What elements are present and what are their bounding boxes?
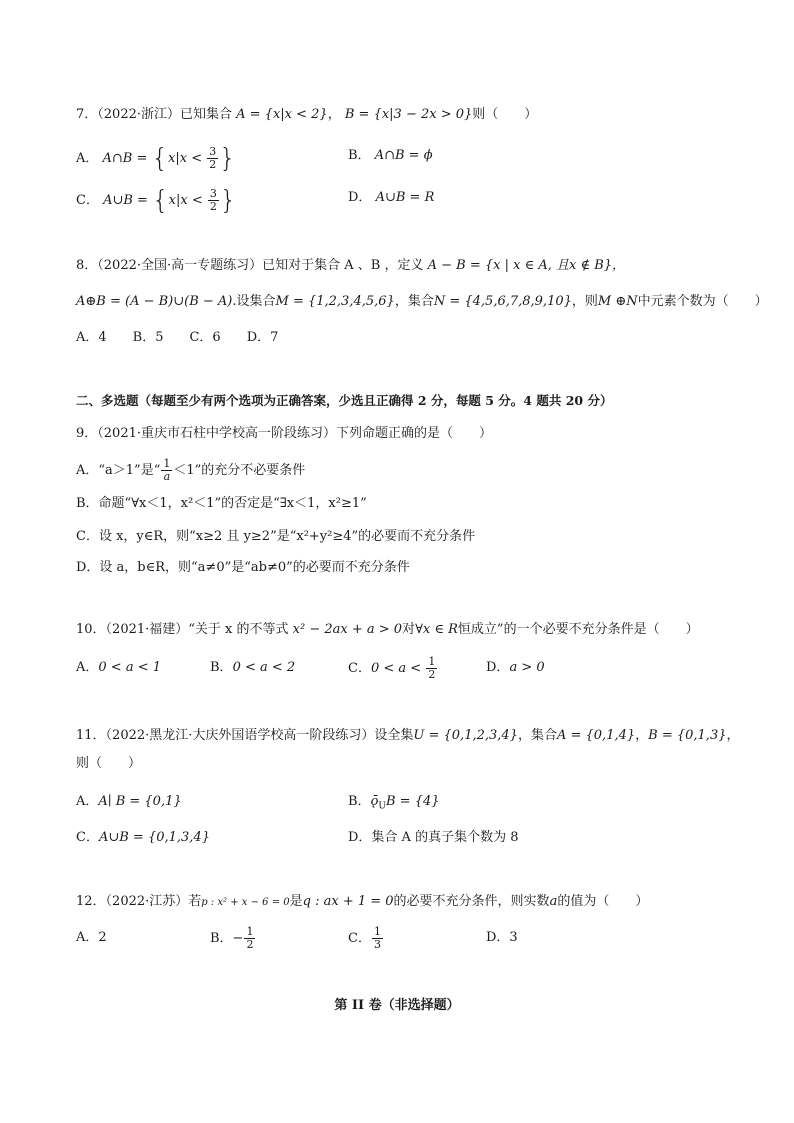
q11-option-b: B．$ǭ_UB = \{4\}$ bbox=[348, 794, 440, 812]
fraction: $\frac{1}{3}$ bbox=[373, 925, 381, 951]
q8-stem-line2: A⊕B = (A − B)∪(B − A).设集合M = {1,2,3,4,5,6}，集合N = {4,5,6,7,8,9,10}，则M ⊕N中元素个数为（ ） bbox=[76, 294, 768, 309]
fraction: $\frac{1}{2}$ bbox=[428, 655, 436, 681]
q11-option-d: D．集合 A 的真子集个数为 8 bbox=[348, 830, 519, 845]
section-heading: 二、多选题（每题至少有两个选项为正确答案，少选且正确得 2 分，每题 5 分。4 题共 20 分） bbox=[76, 393, 613, 408]
q12-option-b: B．− $\frac{1}{2}$ bbox=[210, 925, 254, 951]
q10-option-a: A．0 < a < 1 bbox=[76, 660, 161, 675]
fraction: $\frac{1}{2}$ bbox=[246, 925, 254, 951]
q8-stem-line1: 8．（2022·全国·高一专题练习）已知对于集合 A 、B ，定义 A − B = {x | x ∈ A, 且x ∉ B}， bbox=[76, 258, 626, 273]
q9-stem: 9．（2021·重庆市石柱中学校高一阶段练习）下列命题正确的是（ ） bbox=[76, 426, 492, 441]
fraction: $\frac{3}{2}$ bbox=[209, 187, 217, 213]
q8-options: A．4 B．5 C．6 D．7 bbox=[76, 330, 279, 345]
q7-option-b: B． A∩B = ϕ bbox=[348, 148, 433, 163]
q7-option-c: C． A∪B = {x|x < $\frac{3}{2}$ } bbox=[76, 185, 237, 216]
q7-option-a: A． A∩B = {x|x < $\frac{3}{2}$ } bbox=[76, 143, 236, 174]
q11-option-a: A．A∣ B = {0,1} bbox=[76, 794, 182, 809]
q12-stem: 12．（2022·江苏）若p : x² + x − 6 = 0是q : ax + 1 = 0的必要不充分条件，则实数a的值为（ ） bbox=[76, 894, 649, 909]
q12-option-d: D．3 bbox=[486, 930, 518, 945]
q11-option-c: C．A∪B = {0,1,3,4} bbox=[76, 830, 210, 845]
q9-option-d: D．设 a，b∈R，则“a≠0”是“ab≠0”的必要而不充分条件 bbox=[76, 560, 410, 575]
q10-stem: 10．（2021·福建）“关于 x 的不等式 x² − 2ax + a > 0对∀x ∈ R恒成立”的一个必要不充分条件是（ ） bbox=[76, 622, 699, 637]
q9-option-b: B．命题“∀x＜1，x²＜1”的否定是“∃x＜1，x²≥1” bbox=[76, 496, 367, 511]
q7-stem: 7．（2022·浙江）已知集合 A = {x|x < 2}， B = {x|3 − 2x > 0}则（ ） bbox=[76, 107, 538, 122]
fraction: $\frac{3}{2}$ bbox=[209, 145, 217, 171]
q9-option-c: C．设 x，y∈R，则“x≥2 且 y≥2”是“x²+y²≥4”的必要而不充分条件 bbox=[76, 529, 476, 544]
q12-option-a: A．2 bbox=[76, 930, 107, 945]
q10-option-b: B．0 < a < 2 bbox=[210, 660, 296, 675]
q9-option-a: A．“a＞1”是“ $\frac{1}{a}$ ＜1”的充分不必要条件 bbox=[76, 457, 306, 483]
q12-option-c: C． $\frac{1}{3}$ bbox=[348, 925, 381, 951]
q10-option-c: C．0 < a < $\frac{1}{2}$ bbox=[348, 655, 436, 681]
q11-stem: 11．（2022·黑龙江·大庆外国语学校高一阶段练习）设全集U = {0,1,2,3,4}，集合A = {0,1,4}，B = {0,1,3}， bbox=[76, 728, 740, 743]
part-two-heading: 第 II 卷（非选择题） bbox=[334, 998, 460, 1013]
q11-stem-line2: 则（ ） bbox=[76, 756, 142, 771]
q7-option-d: D． A∪B = R bbox=[348, 190, 435, 205]
q10-option-d: D．a > 0 bbox=[486, 660, 545, 675]
fraction: $\frac{1}{a}$ bbox=[163, 457, 171, 483]
